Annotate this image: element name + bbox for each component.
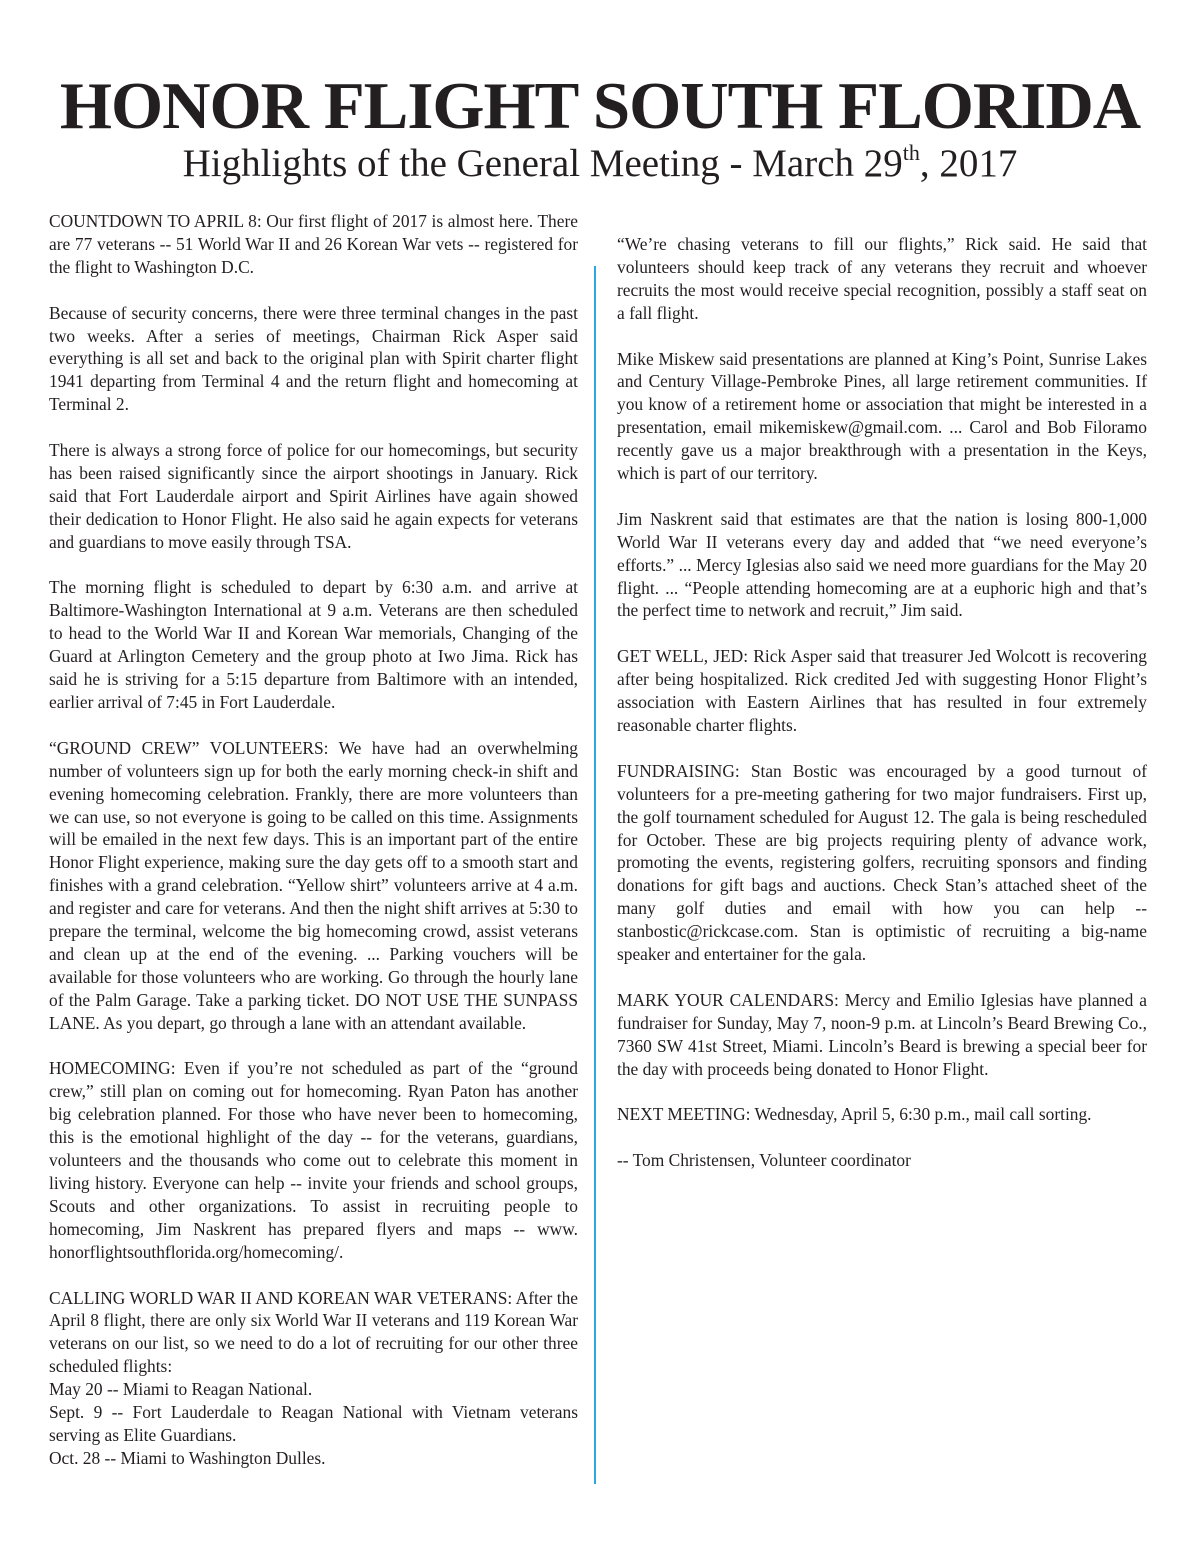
- flight-list-item: May 20 -- Miami to Reagan National.: [49, 1379, 313, 1400]
- column-divider: [594, 266, 596, 1484]
- paragraph-next-meeting: NEXT MEETING: Wednesday, April 5, 6:30 p.m., mail call sorting.: [617, 1104, 1092, 1125]
- page-title: HONOR FLIGHT SOUTH FLORIDA: [59, 69, 1141, 143]
- paragraph-countdown: COUNTDOWN TO APRIL 8: Our first flight of 2017 is almost here. There are 77 veterans -- 51 World War II and 26 Korean War vets -- registered for the flight to Washington D.C.: [49, 211, 578, 277]
- paragraph-calendars: MARK YOUR CALENDARS: Mercy and Emilio Iglesias have planned a fundraiser for Sunday, May 7, noon-9 p.m. at Lincoln’s Beard Brewing Co., 7360 SW 41st Street, Miami. Lincoln’s Beard is brewing a special beer for the day with proceeds being donated to Honor Flight.: [617, 989, 1147, 1079]
- paragraph-losing-veterans: Jim Naskrent said that estimates are that the nation is losing 800-1,000 World War II veterans every day and added that “we need everyone’s efforts.” ... Mercy Iglesias also said we need more guardians for the May 20 flight. ... “People attending homecoming are at a euphoric high and that’s the perfect time to network and recruit,” Jim said.: [617, 508, 1147, 621]
- paragraph-get-well: GET WELL, JED: Rick Asper said that treasurer Jed Wolcott is recovering after being hospitalized. Rick credited Jed with suggesting Honor Flight’s association with Eastern Airlines that has resulted in four extremely reasonable charter flights.: [617, 646, 1147, 735]
- paragraph-calling-veterans: [49, 1287, 578, 1470]
- paragraph-presentations: Mike Miskew said presentations are planned at King’s Point, Sunrise Lakes and Century Village-Pembroke Pines, all large retirement communities. If you know of a retirement home or association that might be interested in a presentation, email mikemiskew@gmail.com. ... Carol and Bob Filoramo recently gave us a major breakthrough with a presentation in the Keys, which is part of our territory.: [617, 348, 1147, 484]
- flight-list-item: Sept. 9 -- Fort Lauderdale to Reagan National with Vietnam veterans serving as Elite Guardians.: [49, 1402, 578, 1445]
- page-subtitle: [0, 139, 1200, 189]
- flight-list-item: Oct. 28 -- Miami to Washington Dulles.: [49, 1447, 326, 1468]
- paragraph-security-terminals: Because of security concerns, there were three terminal changes in the past two weeks. After a series of meetings, Chairman Rick Asper said everything is all set and back to the original plan with Spirit charter flight 1941 departing from Terminal 4 and the return flight and homecoming at Terminal 2.: [49, 302, 578, 415]
- paragraph-homecoming: HOMECOMING: Even if you’re not scheduled as part of the “ground crew,” still plan on coming out for homecoming. Ryan Paton has another big celebration planned. For those who have never been to homecoming, this is the emotional highlight of the day -- for the veterans, guardians, volunteers and the thousands who come out to celebrate this moment in living history. Everyone can help -- invite your friends and school groups, Scouts and other organizations. To assist in recruiting people to homecoming, Jim Naskrent has prepared flyers and maps -- www. honorflightsouthflorida.org/homecoming/.: [49, 1058, 578, 1262]
- paragraph-fundraising: FUNDRAISING: Stan Bostic was encouraged by a good turnout of volunteers for a pre-meeting gathering for two major fundraisers. First up, the golf tournament scheduled for August 12. The gala is being rescheduled for October. These are big projects requiring plenty of advance work, promoting the events, registering golfers, recruiting sponsors and finding donations for gift bags and auctions. Check Stan’s attached sheet of the many golf duties and email with how you can help -- stanbostic@rickcase.com. Stan is optimistic of recruiting a big-name speaker and entertainer for the gala.: [617, 760, 1147, 965]
- subtitle-year: , 2017: [919, 142, 1018, 185]
- calling-veterans-text: CALLING WORLD WAR II AND KOREAN WAR VETERANS: After the April 8 flight, there are only six World War II veterans and 119 Korean War veterans on our list, so we need to do a lot of recruiting for our other three scheduled flights:: [49, 1287, 578, 1377]
- signature: -- Tom Christensen, Volunteer coordinator: [617, 1150, 911, 1171]
- left-column: [49, 210, 578, 1493]
- paragraph-flight-schedule: The morning flight is scheduled to depart by 6:30 a.m. and arrive at Baltimore-Washington International at 9 a.m. Veterans are then scheduled to head to the World War II and Korean War memorials, Changing of the Guard at Arlington Cemetery and the group photo at Iwo Jima. Rick has said he is striving for a 5:15 departure from Baltimore with an intended, earlier arrival of 7:45 in Fort Lauderdale.: [49, 577, 578, 712]
- paragraph-chasing-veterans: “We’re chasing veterans to fill our flights,” Rick said. He said that volunteers should keep track of any veterans they recruit and whoever recruits the most would receive special recognition, possibly a staff seat on a fall flight.: [617, 234, 1147, 323]
- paragraph-police-security: There is always a strong force of police for our homecomings, but security has been raised significantly since the airport shootings in January. Rick said that Fort Lauderdale airport and Spirit Airlines have again showed their dedication to Honor Flight. He also said he again expects for veterans and guardians to move easily through TSA.: [49, 440, 578, 552]
- right-column: [617, 233, 1147, 1195]
- subtitle-main: Highlights of the General Meeting - March 29: [182, 142, 903, 185]
- subtitle-ordinal: th: [902, 140, 920, 165]
- paragraph-ground-crew: “GROUND CREW” VOLUNTEERS: We have had an overwhelming number of volunteers sign up for both the early morning check-in shift and evening homecoming celebration. Frankly, there are more volunteers than we can use, so not everyone is going to be called on this time. Assignments will be emailed in the next few days. This is an important part of the entire Honor Flight experience, making sure the day gets off to a smooth start and finishes with a grand celebration. “Yellow shirt” volunteers arrive at 4 a.m. and register and care for veterans. And then the night shift arrives at 5:30 to prepare the terminal, welcome the big homecoming crowd, assist veterans and clean up at the end of the evening. ... Parking vouchers will be available for those volunteers who are working. Go through the hourly lane of the Palm Garage. Take a parking ticket. DO NOT USE THE SUNPASS LANE. As you depart, go through a lane with an attendant available.: [49, 737, 578, 1033]
